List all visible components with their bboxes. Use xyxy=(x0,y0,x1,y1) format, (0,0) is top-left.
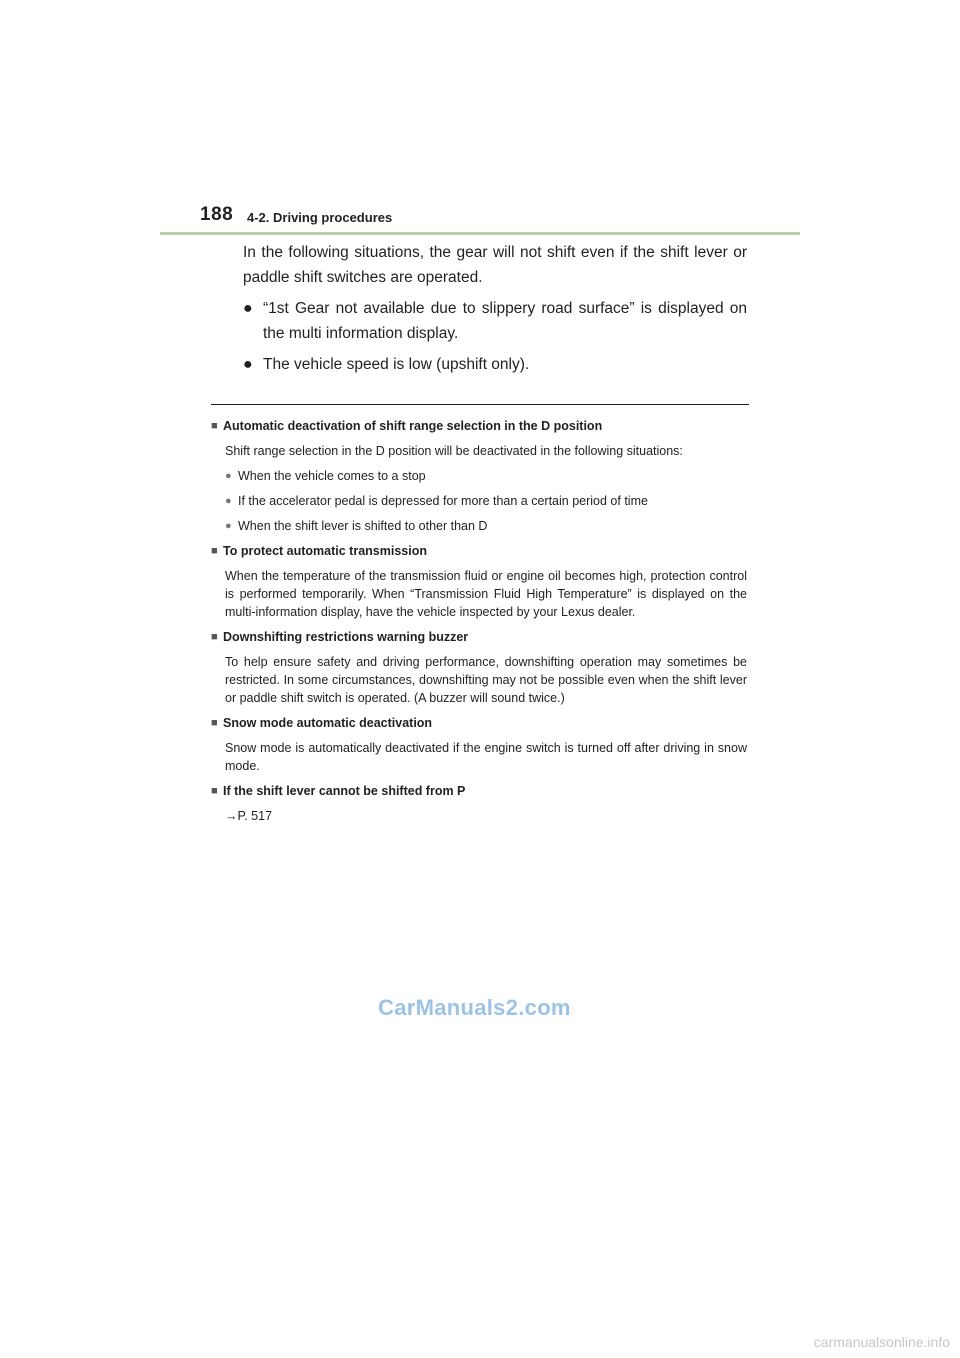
intro-bullet: ● “1st Gear not available due to slippery road surface” is displayed on the multi information display. xyxy=(243,296,747,346)
note-body: Snow mode is automatically deactivated if the engine switch is turned off after driving in snow mode. xyxy=(225,741,747,773)
bullet-icon: ● xyxy=(243,300,253,317)
header-rule xyxy=(160,232,800,235)
footer-watermark: carmanualsonline.info xyxy=(813,1334,950,1350)
note-title: Snow mode automatic deactivation xyxy=(223,716,433,730)
note-body: When the temperature of the transmission fluid or engine oil becomes high, protection control is performed temporarily. When “Transmission Fluid High Temperature” is displayed on the multi-information display, have the vehicle inspected by your Lexus dealer. xyxy=(225,569,747,619)
bullet-icon: ● xyxy=(225,520,232,532)
notes-section xyxy=(211,417,747,832)
bullet-icon: ● xyxy=(225,470,232,482)
square-icon: ■ xyxy=(211,631,218,643)
note-body: Shift range selection in the D position will be deactivated in the following situations: xyxy=(225,444,683,458)
page-reference-link[interactable]: →P. 517 xyxy=(225,809,273,823)
note-title: Downshifting restrictions warning buzzer xyxy=(223,630,469,644)
page-number: 188 xyxy=(200,204,234,225)
note-body: To help ensure safety and driving performance, downshifting operation may sometimes be restricted. In some circumstances, downshifting may not be possible even when the shift lever or paddle shift switch is operated. (A buzzer will sound twice.) xyxy=(225,655,747,705)
bullet-icon: ● xyxy=(225,495,232,507)
note-downshift xyxy=(211,628,747,707)
note-auto-deactivation xyxy=(211,417,747,535)
square-icon: ■ xyxy=(211,420,218,432)
list-item: ● If the accelerator pedal is depressed for more than a certain period of time xyxy=(225,494,648,508)
note-title: If the shift lever cannot be shifted from P xyxy=(223,784,466,798)
section-label: 4-2. Driving procedures xyxy=(247,210,393,225)
note-snow xyxy=(211,714,747,775)
note-title: Automatic deactivation of shift range selection in the D position xyxy=(223,419,603,433)
square-icon: ■ xyxy=(211,717,218,729)
note-title: To protect automatic transmission xyxy=(223,544,427,558)
list-item: ● When the vehicle comes to a stop xyxy=(225,469,426,483)
intro-bullet: ● The vehicle speed is low (upshift only). xyxy=(243,352,747,377)
note-shift-p xyxy=(211,782,747,825)
intro-block xyxy=(243,240,747,377)
square-icon: ■ xyxy=(211,785,218,797)
note-protect xyxy=(211,542,747,621)
list-item: ● When the shift lever is shifted to other than D xyxy=(225,519,488,533)
square-icon: ■ xyxy=(211,545,218,557)
intro-text: In the following situations, the gear will not shift even if the shift lever or paddle shift switches are operated. xyxy=(243,244,747,286)
notes-rule xyxy=(211,404,749,405)
bullet-icon: ● xyxy=(243,356,253,373)
watermark: CarManuals2.com xyxy=(378,995,571,1020)
